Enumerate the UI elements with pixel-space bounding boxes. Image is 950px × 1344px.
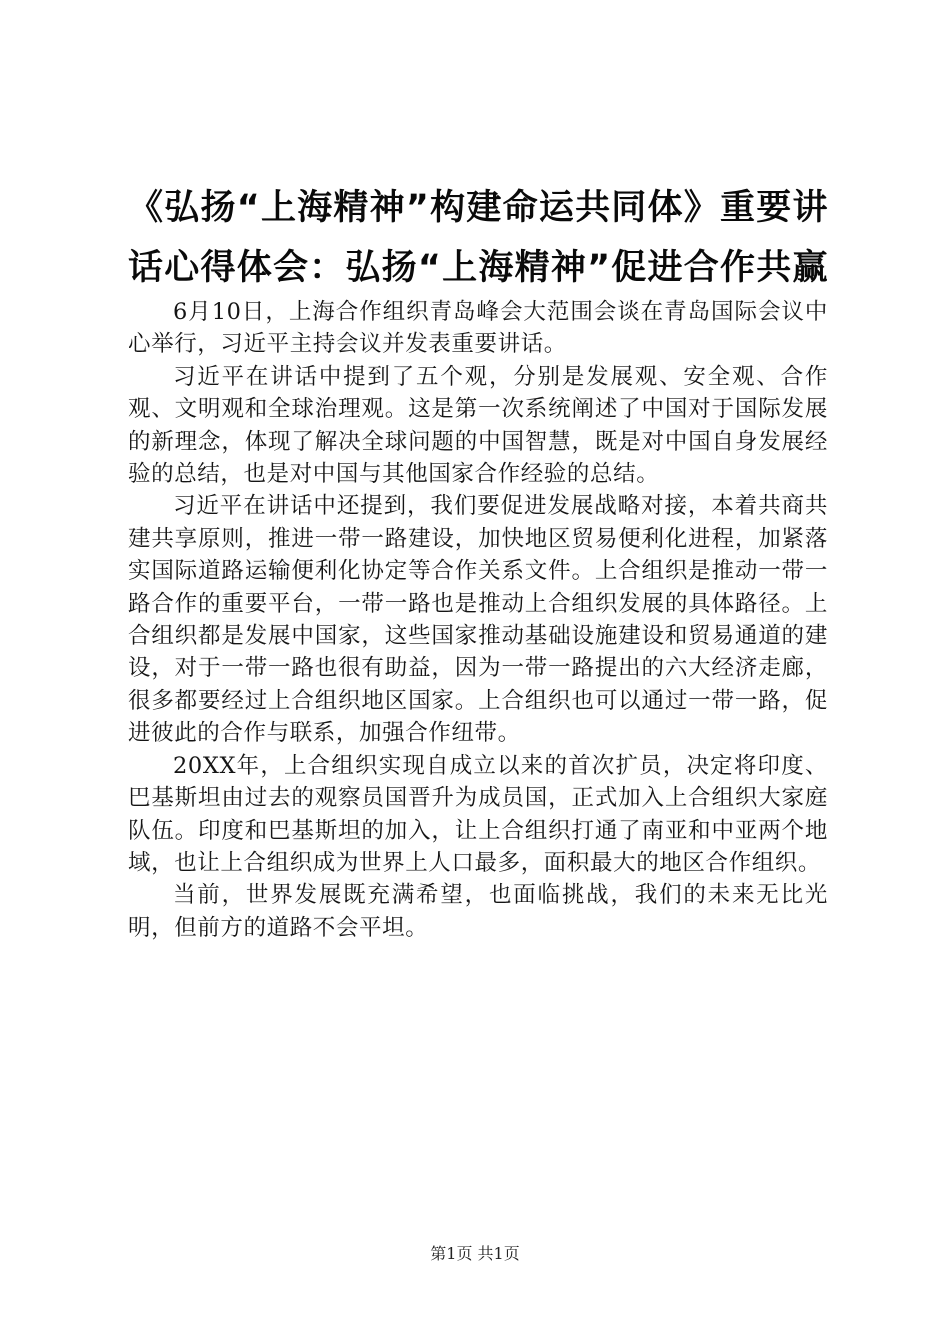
paragraph: 习近平在讲话中还提到，我们要促进发展战略对接，本着共商共建共享原则，推进一带一路建设，加快地区贸易便利化进程，加紧落实国际道路运输便利化协定等合作关系文件。上合组织是推动一带一路合作的重要平台，一带一路也是推动上合组织发展的具体路径。上合组织都是发展中国家，这些国家推动基础设施建设和贸易通道的建设，对于一带一路也很有助益，因为一带一路提出的六大经济走廊，很多都要经过上合组织地区国家。上合组织也可以通过一带一路，促进彼此的合作与联系，加强合作纽带。 [128,493,828,747]
paragraph: 当前，世界发展既充满希望，也面临挑战，我们的未来无比光明，但前方的道路不会平坦。 [128,882,828,941]
page-number-footer: 第1页 共1页 [430,1244,520,1263]
paragraph: 习近平在讲话中提到了五个观，分别是发展观、安全观、合作观、文明观和全球治理观。这是第一次系统阐述了中国对于国际发展的新理念，体现了解决全球问题的中国智慧，既是对中国自身发展经验的总结，也是对中国与其他国家合作经验的总结。 [128,363,828,488]
document-title: 《弘扬“上海精神”构建命运共同体》重要讲话心得体会：弘扬“上海精神”促进合作共赢 [128,188,828,288]
paragraph: 6月10日，上海合作组织青岛峰会大范围会谈在青岛国际会议中心举行，习近平主持会议并发表重要讲话。 [128,299,828,358]
paragraph: 20XX年，上合组织实现自成立以来的首次扩员，决定将印度、巴基斯坦由过去的观察员国晋升为成员国，正式加入上合组织大家庭队伍。印度和巴基斯坦的加入，让上合组织打通了南亚和中亚两个地域，也让上合组织成为世界上人口最多，面积最大的地区合作组织。 [128,752,828,876]
document-body [128,296,828,944]
